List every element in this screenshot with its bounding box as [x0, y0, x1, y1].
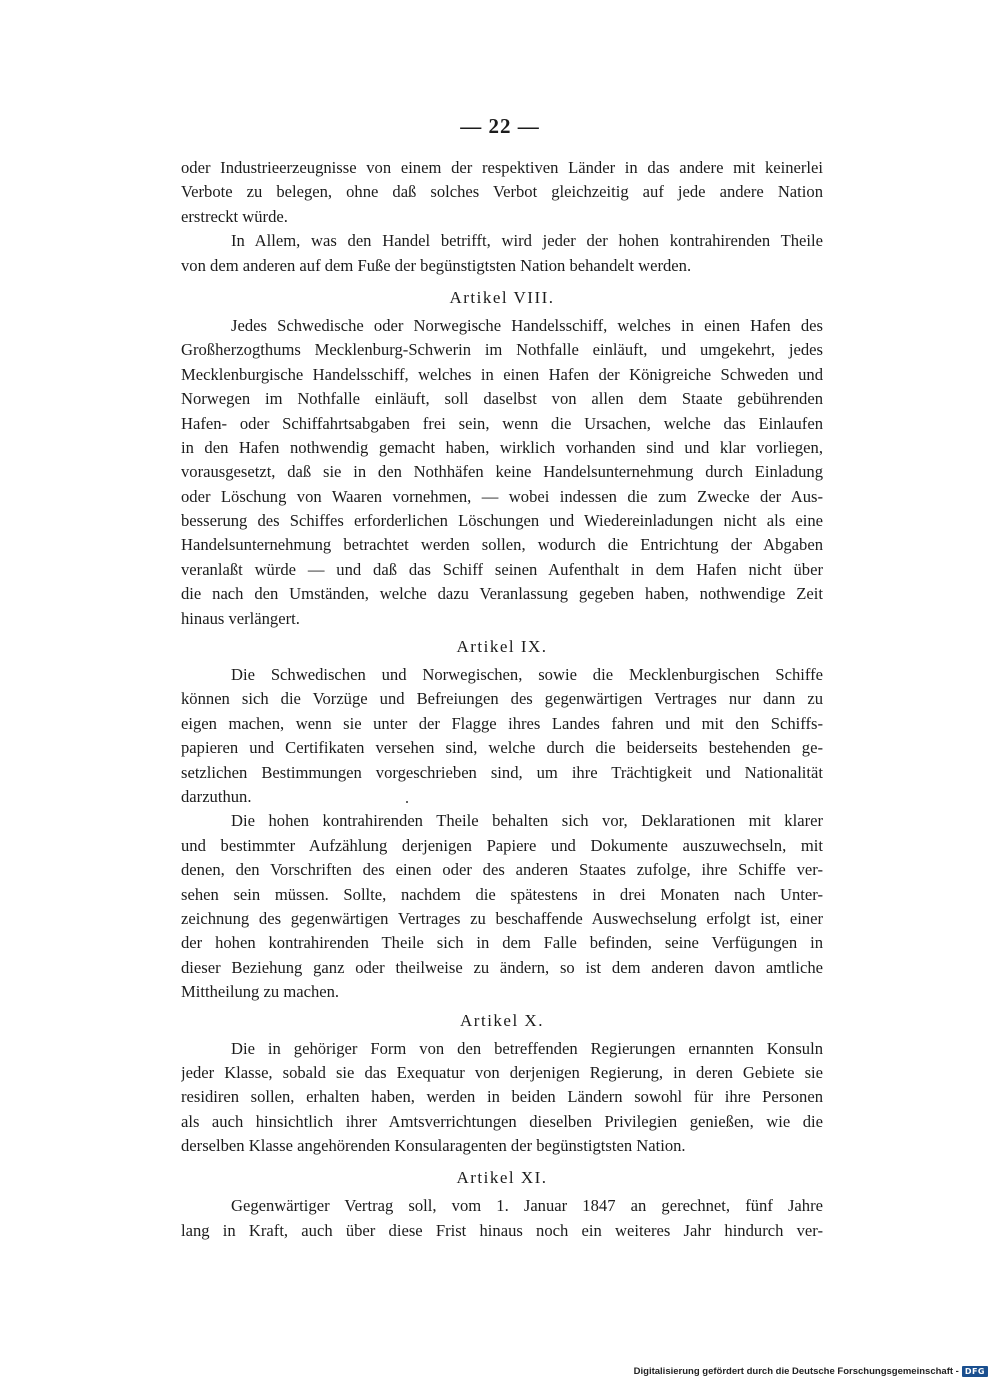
article-xi-text	[181, 1194, 823, 1243]
article-heading-x: Artikel X.	[460, 1010, 544, 1030]
article-heading-ix: Artikel IX.	[456, 637, 548, 657]
article-heading-viii: Artikel VIII.	[449, 287, 555, 307]
text-line: Gegenwärtiger Vertrag soll, vom 1. Januar 1847 an gerechnet, fünf Jahre	[231, 1196, 823, 1216]
text-line: Verbote zu belegen, ohne daß solches Verbot gleichzeitig auf jede andere Nation	[181, 182, 823, 202]
text-line: Die Schwedischen und Norwegischen, sowie die Mecklenburgischen Schiffe	[231, 665, 823, 685]
text-line: sehen sein müssen. Sollte, nachdem die spätestens in drei Monaten nach Unter-	[181, 884, 823, 904]
text-line: eigen machen, wenn sie unter der Flagge ihres Landes fahren und mit den Schiffs-	[181, 713, 823, 733]
text-line: darzuthun.	[181, 786, 252, 806]
text-line: erstreckt würde.	[181, 206, 288, 226]
text-line: oder Löschung von Waaren vornehmen, — wobei indessen die zum Zwecke der Aus-	[181, 486, 823, 506]
text-line: Mittheilung zu machen.	[181, 982, 340, 1002]
text-line: Jedes Schwedische oder Norwegische Handelsschiff, welches in einen Hafen des	[231, 315, 823, 335]
dfg-logo-icon: DFG	[962, 1366, 988, 1377]
paragraph-continuation	[181, 156, 823, 229]
text-line: jeder Klasse, sobald sie das Exequatur von derjenigen Regierung, in deren Gebiete sie	[181, 1062, 823, 1082]
text-line: Großherzogthums Mecklenburg-Schwerin im Nothfalle einläuft, und umgekehrt, jedes	[181, 340, 823, 360]
text-line: derselben Klasse angehörenden Konsularagenten der begünstigtsten Nation.	[181, 1136, 686, 1156]
page-number: — 22 —	[460, 114, 540, 138]
text-line: Mecklenburgische Handelsschiff, welches in einen Hafen der Königreiche Schweden und	[181, 364, 823, 384]
text-line: Die in gehöriger Form von den betreffenden Regierungen ernannten Konsuln	[231, 1038, 823, 1058]
article-heading-xi: Artikel XI.	[456, 1168, 548, 1188]
text-line: Norwegen im Nothfalle einläuft, soll daselbst von allen dem Staate gebührenden	[181, 389, 823, 409]
text-line: und bestimmter Aufzählung derjenigen Papiere und Dokumente auszuwechseln, mit	[181, 835, 823, 855]
text-line: von dem anderen auf dem Fuße der begünstigtsten Nation behandelt werden.	[181, 255, 692, 275]
footer-credit-text: Digitalisierung gefördert durch die Deutsche Forschungsgemeinschaft -	[633, 1366, 959, 1377]
text-line: der hohen kontrahirenden Theile sich in dem Falle befinden, seine Verfügungen in	[181, 933, 823, 953]
text-line: können sich die Vorzüge und Befreiungen des gegenwärtigen Vertrages nur dann zu	[181, 689, 823, 709]
text-line: Hafen- oder Schiffahrtsabgaben frei sein, wenn die Ursachen, welche das Einlaufen	[181, 413, 823, 433]
digitization-footer	[634, 1366, 988, 1377]
paragraph-trade	[181, 229, 823, 278]
page-body	[181, 156, 823, 1243]
text-line: denen, den Vorschriften des einen oder des anderen Staates zufolge, ihre Schiffe ver-	[181, 860, 823, 880]
text-line: hinaus verlängert.	[181, 608, 300, 628]
text-line: setzlichen Bestimmungen vorgeschrieben sind, um ihre Trächtigkeit und Nationalität	[181, 762, 823, 782]
text-line: oder Industrieerzeugnisse von einem der respektiven Länder in das andere mit keinerlei	[181, 158, 823, 177]
text-line: Die hohen kontrahirenden Theile behalten sich vor, Deklarationen mit klarer	[231, 811, 823, 831]
text-line: vorausgesetzt, daß sie in den Nothhäfen keine Handelsunternehmung durch Einladung	[181, 462, 823, 482]
text-line: zeichnung des gegenwärtigen Vertrages zu beschaffende Auswechselung erfolgt ist, einer	[181, 908, 823, 928]
text-line: Handelsunternehmung betrachtet werden sollen, wodurch die Entrichtung der Abgaben	[181, 535, 823, 555]
text-line: dieser Beziehung ganz oder theilweise zu ändern, so ist dem anderen davon amtliche	[181, 957, 823, 977]
text-line: besserung des Schiffes erforderlichen Löschungen und Wiedereinladungen nicht als eine	[181, 511, 823, 531]
text-line: papieren und Certifikaten versehen sind, welche durch die beiderseits bestehenden ge-	[181, 738, 823, 758]
text-line: als auch hinsichtlich ihrer Amtsverrichtungen dieselben Privilegien genießen, wie die	[181, 1111, 823, 1131]
article-viii-text	[181, 314, 823, 631]
article-ix-text	[181, 663, 823, 1004]
text-line: in den Hafen nothwendig gemacht haben, wirklich vorhanden sind und klar vorliegen,	[181, 437, 823, 457]
article-x-text	[181, 1037, 823, 1159]
text-line: In Allem, was den Handel betrifft, wird jeder der hohen kontrahirenden Theile	[231, 231, 823, 251]
text-line: residiren sollen, erhalten haben, werden in beiden Ländern sowohl für ihre Personen	[181, 1087, 823, 1107]
text-line: lang in Kraft, auch über diese Frist hinaus noch ein weiteres Jahr hindurch ver-	[181, 1220, 823, 1240]
text-line: veranlaßt würde — und daß das Schiff seinen Aufenthalt in dem Hafen nicht über	[181, 559, 823, 579]
ink-speck	[406, 801, 408, 803]
text-line: die nach den Umständen, welche dazu Veranlassung gegeben haben, nothwendige Zeit	[181, 584, 823, 604]
